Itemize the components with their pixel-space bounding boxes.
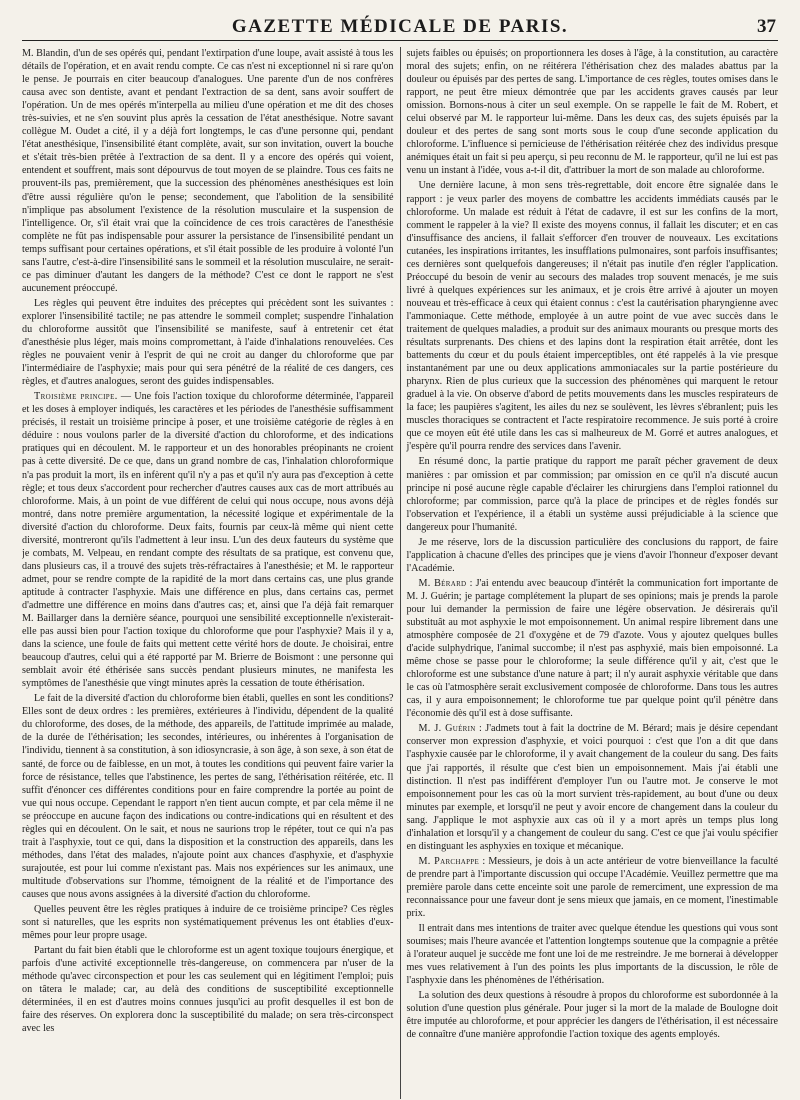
paragraph: Le fait de la diversité d'action du chloroforme bien établi, quelles en sont les conditions? Elles sont de deux ordres : les premières, extérieures à l'individu, dépendent de la qualité du chloroforme, des doses, de la méthode, des appareils, de l'attitude imprimée au malade, de la durée de l'éthérisation; les secondes, intérieures, ou inhérentes à l'organisation de l'individu, tiennent à sa constitution, à son idiosyncrasie, à son âge, à son sexe, à son état de santé, de force ou de faiblesse, en un mot, à toutes les conditions qui peuvent faire varier la force de résistance, telles que l'abstinence, les pertes de sang, l'éthérisation réitérée, etc. Il suffit d'énoncer ces différentes conditions pour en faire comprendre la portée au point de vue qui nous occupe. Cependant le rapport n'en tient aucun compte, et par cela même il ne se préoccupe en aucune façon des indications ou contre-indications qui en résultent et des règles qui en découlent. On le sait, et nous ne saurions trop le répéter, tout ce qui n'a pas trait à l'asphyxie, tout ce qui, dans la disposition et la construction des appareils, dans les méthodes, dans l'état des malades, n'ajoute point aux chances d'asphyxie, et d'asphyxie surajoutée, est pour lui comme n'existant pas. Mais nos expériences sur les animaux, une multitude d'observations sur l'homme, témoignent de la réalité et de l'importance des causes que nous avons assignées à la diversité d'action du chloroforme.: [22, 693, 394, 900]
page-number: 37: [757, 16, 776, 37]
paragraph-text: : J'admets tout à fait la doctrine de M. Bérard; mais je désire cependant conserver mon expression d'asphyxie, et voici pourquoi : c'est que l'on a dit que dans l'asphyxie causée par le chloroforme, il y avait changement de la couleur du sang. Des faits que j'ai rapportés, il résulte que c'est bien un empoisonnement. Mais j'ai établi une distinction. Il n'est pas indifférent d'employer l'un ou l'autre mot. Je conserve le mot empoisonnement pour les cas où la mort survient très-rapidement, au bout d'une ou deux minutes par exemple, et lorsqu'il ne peut y avoir encore de changement dans la couleur du sang. J'applique le mot asphyxie aux cas où il y a mort après un temps plus long d'inhalation et lorsqu'il y a changement de couleur du sang. C'est ce que j'ai voulu spécifier en distinguant les asphyxies en toxique et mécanique.: [406, 723, 778, 852]
paragraph: [406, 577, 778, 721]
article-columns: [22, 47, 778, 1099]
paragraph: Je me réserve, lors de la discussion particulière des conclusions du rapport, de faire l'application à chacune d'elles des principes que je viens d'avoir l'honneur d'exposer devant l'Académie.: [406, 536, 778, 574]
paragraph: M. Blandin, d'un de ses opérés qui, pendant l'extirpation d'une loupe, avait assisté à tous les détails de l'opération, et en avait rendu compte. Ce cas n'est ni exceptionnel ni si rare qu'on le pense. Je pourrais en citer beaucoup d'analogues. Une parente d'un de nos confrères causa avec son dentiste, avant et pendant l'extraction de sa dent, sans avoir souffert de l'opération. Un de mes opérés m'interpella au milieu d'une opération et me dit des choses très-suivies, et ne s'en souvint plus après la cessation de l'état anesthésique. Notre savant collègue M. Oudet a cité, il y a déjà fort longtemps, le cas d'une personne qui, pendant l'état anesthésique, l'insensibilité étant complète, avait, sur son invitation, ouvert la bouche et s'était très-bien prêtée à l'extraction de sa dent. Il y a encore des opérés qui voient, entendent et souffrent, mais sont dépourvus de tout moyen de se plaindre. Tous ces faits ne prouvent-ils pas, premièrement, que la succession des phénomènes anesthésiques est loin d'être aussi régulière qu'on le pense; secondement, que l'abolition de la sensibilité n'implique pas absolument l'existence de la résolution musculaire et la suspension de l'intelligence. Or, s'il était vrai que la coïncidence de ces trois caractères de l'anesthésie complète ne fût pas indispensable pour assurer la persistance de l'insensibilité pendant un temps suffisant pour certaines opérations, et s'il était possible de les produire à volonté l'un sans l'autre, c'est-à-dire l'insensibilité sans le sommeil et la résolution musculaire, ne serait-ce pas diminuer d'autant les dangers de la méthode? C'est ce dont le rapport ne s'est aucunement préoccupé.: [22, 48, 394, 294]
paragraph-text: : Messieurs, je dois à un acte antérieur de votre bienveillance la faculté de prendre part à l'importante discussion qui occupe l'Académie. Veuillez permettre que ma première parole dans cette enceinte soit une parole de remerciment, une expression de ma reconnaissance pour une faveur dont je sens mieux que jamais, en ce moment, l'inestimable prix.: [406, 855, 778, 920]
speaker-name: M. J. Guérin: [418, 723, 476, 735]
paragraph-text: : J'ai entendu avec beaucoup d'intérêt la communication fort importante de M. J. Guérin; je partage complétement la plupart de ses opinions; mais je prends la parole pour lui demander la permission de faire une légère observation. Je désirerais qu'il substituât au mot asphyxie le mot empoisonnement. Un animal respire librement dans une atmosphère composée de 21 d'oxygène et de 79 d'azote. Vous y ajoutez quelques bulles d'acide sulphydrique, l'animal succombe; il n'est pas asphyxié, mais bien empoisonné. La même chose se passe pour le chloroforme; la seule différence qu'il y ait, c'est que le chloroforme est une substance d'une nature à part; il n'y aurait asphyxie véritable que dans le cas où l'atmosphère serait exclusivement composée de chloroforme. Dans tous les autres cas, il y aura empoisonnement; le chloroforme tue par quelque point qu'il pénètre dans l'économie dès qu'il est à dose suffisante.: [406, 577, 778, 720]
paragraph: Quelles peuvent être les règles pratiques à induire de ce troisième principe? Ces règles sont si naturelles, que les esprits non systématiquement prévenus les ont établies d'eux-mêmes pour leur propre usage.: [22, 904, 394, 942]
speaker-name: M. Bérard: [418, 577, 467, 589]
right-column: [406, 47, 778, 1099]
paragraph: [22, 390, 394, 690]
paragraph: [406, 855, 778, 920]
publication-title: GAZETTE MÉDICALE DE PARIS.: [231, 16, 569, 37]
paragraph-text: — Une fois l'action toxique du chloroforme déterminée, l'appareil et les doses à employer indiqués, les caractères et les périodes de l'anesthésie suffisamment précisés, il restait un troisième principe à poser, et une troisième catégorie de règles à en déduire : nous voulons parler de la diversité d'action du chloroforme, et des indications pratiques qui en découlent. M. le rapporteur et un des honorables préopinants ne croient pas à cette diversité. De ce que, dans un grand nombre de cas, l'inhalation chloroformique n'a pas produit la mort, ils en infèrent qu'il n'y a pas et qu'il n'y aura pas d'exception à cette règle; et tous deux s'accordent pour rechercher d'autres causes aux cas de mort attribués au chloroforme. Mais, à un point de vue différent de celui qui nous occupe, nous avons déjà montré, dans notre première argumentation, la nécessité logique et expérimentale de la diversité d'action du chloroforme. Deux faits, fournis par ceux-là même qui nient cette diversité, montreront qu'ils l'admettent à leur insu. L'un des deux fauteurs du système que je combats, M. Velpeau, en rendant compte des résultats de sa pratique, est convenu que, dans plusieurs cas, il a trouvé des sujets très-réfractaires à l'anesthésie; et M. le rapporteur admet, pour se rendre compte de la rapidité de la mort dans certains cas, une plus grande aptitude à contracter l'asphyxie. Mais une différence en plus, dans certains cas, permet d'admettre une différence en moins dans d'autres cas; et, ainsi que l'a déjà fait remarquer M. Baillarger dans la dernière séance, pourquoi une sensibilité exceptionnelle n'existerait-elle pas aussi bien pour l'action toxique du chloroforme que pour l'asphyxie? Mais il y a, dans la science, une foule de faits qui mettent cette vérité hors de doute. Je choisirai, entre beaucoup d'autres, celui qui a été rapporté par M. Brierre de Boismont : une personne qui semblait avoir été éthérisée sans succès pendant plusieurs minutes, ne manifesta les symptômes de l'anesthésie que vingt minutes après la cessation de toute éthérisation.: [22, 391, 394, 690]
paragraph: Les règles qui peuvent être induites des préceptes qui précèdent sont les suivantes : explorer l'insensibilité tactile; ne pas attendre le sommeil complet; suspendre l'inhalation du chloroforme aussitôt que l'insensibilité se manifeste, sauf à entretenir cet état d'anesthésie plus léger, mais moins compromettant, à l'aide d'inhalations renouvelées. Ces règles ne pouvaient venir à l'esprit de qui ne croit au danger du chloroforme que par l'intermédiaire de l'asphyxie; mais pour qui sera pénétré de la réalité de ces dangers, ces règles, et d'autres analogues, seront des guides indispensables.: [22, 297, 394, 388]
masthead: [22, 14, 778, 41]
paragraph: Une dernière lacune, à mon sens très-regrettable, doit encore être signalée dans le rapport : je veux parler des moyens de combattre les accidents immédiats causés par le chloroforme. Un malade est réduit à l'état de cadavre, il est sur les confins de la mort, comment le rappeler à la vie? Il existe des moyens connus, il fallait les discuter; et en cas d'insuffisance des anciens, il fallait s'efforcer d'en trouver de nouveaux. Les excitations cutanées, les inspirations irritantes, les insufflations pulmonaires, sont parfois insuffisantes; ces dernières sont quelquefois dangereuses; il n'était pas inutile d'en régler l'application. Préoccupé du besoin de venir au secours des malades trop souvent menacés, je me suis livré à quelques expériences sur les animaux, et je crois être arrivé à ajouter un moyen nouveau et très-efficace à ceux qui étaient connus : c'est la cautérisation pharyngienne avec l'ammoniaque. Cette méthode, employée à un autre point de vue avec succès dans le traitement de quelques maladies, a produit sur des animaux mourants ou presque morts des résultats surprenants. Des chiens et des lapins dont la respiration était arrêtée, dont les battements du cœur et du pouls étaient imperceptibles, ont été rappelés à la vie presque instantanément par une ou deux applications ammoniacales sur la partie postérieure du pharynx. Rien de plus curieux que la succession des phénomènes qui marquent le retour graduel à la vie. On observe d'abord de petits mouvements dans les muscles respirateurs de la face; les paupières s'agitent, les ailes du nez se soulèvent, les lèvres s'ébranlent; puis les muscles thoraciques se contractent et l'acte respiratoire recommence. Je suis porté à croire que ce moyen eût été utile dans les cas si malheureux de M. Gorré et autres analogues, et j'espère qu'il pourra rendre des services dans l'avenir.: [406, 180, 778, 453]
paragraph: sujets faibles ou épuisés; on proportionnera les doses à l'âge, à la constitution, au caractère moral des sujets; enfin, on ne réitérera l'éthérisation chez des malades abattus par la douleur ou épuisés par des pertes de sang. L'importance de ces règles, toutes omises dans le rapport, ne peut être mieux démontrée que par les accidents graves causés par leur omission. Bornons-nous à citer un seul exemple. On se rappelle le fait de M. Robert, et celui observé par M. le rapporteur lui-même. Dans les deux cas, des sujets épuisés par la douleur et des pertes de sang sont morts sous le coup d'une seconde application du chloroforme. L'influence si pernicieuse de l'éthérisation réitérée chez des individus presque anémiques était un fait si peu aperçu, si peu reconnu de M. le rapporteur, qu'il ne lui est pas venu un instant à l'idée, vous a-t-il dit, d'attribuer la mort de son malade au chloroforme.: [406, 48, 778, 177]
paragraph: Il entrait dans mes intentions de traiter avec quelque étendue les questions qui vous sont soumises; mais l'heure avancée et l'attention longtemps soutenue que la compagnie a prêtée à l'orateur auquel je succède me font une loi de me restreindre. Je me bornerai à développer mes vues relativement à l'un des points les plus importants de la discussion, le rôle de l'asphyxie dans les phénomènes de l'éthérisation.: [406, 923, 778, 987]
paragraph: La solution des deux questions à résoudre à propos du chloroforme est subordonnée à la solution d'une question plus générale. Pour juger si la mort de la malade de Boulogne doit être imputée au chloroforme, et pour apprécier les dangers de l'éthérisation, il est nécessaire de connaître d'une manière approfondie l'action toxique des agents employés.: [406, 990, 778, 1041]
section-heading: Troisième principe.: [34, 391, 118, 403]
paragraph: [406, 722, 778, 852]
column-divider: [400, 47, 401, 1099]
paragraph: En résumé donc, la partie pratique du rapport me paraît pécher gravement de deux manières : par omission et par commission; par omission en ce qu'il n'a discuté aucun principe ni posé aucune règle capable d'éclairer les chirurgiens dans l'emploi rationnel du chloroforme; par commission, parce qu'à la place de principes et de règles fondés sur l'observation et l'expérience, il a établi un système aussi préjudiciable à la science que dangereux pour l'humanité.: [406, 456, 778, 533]
paragraph: Partant du fait bien établi que le chloroforme est un agent toxique toujours énergique, et parfois d'une activité exceptionnelle très-dangereuse, on commencera par n'user de la méthode qu'avec circonspection et pour les cas seulement qui en légitiment l'emploi; puis on tâtera le malade; car, au delà des conditions de susceptibilité exceptionnelle déterminées, il en est d'autres moins connues jusqu'ici au profit desquelles il est bon de faire des réserves. On explorera donc la susceptibilité du malade; on sera très-circonspect avec les: [22, 945, 394, 1035]
speaker-name: M. Parchappe: [418, 855, 480, 867]
left-column: [22, 47, 394, 1099]
